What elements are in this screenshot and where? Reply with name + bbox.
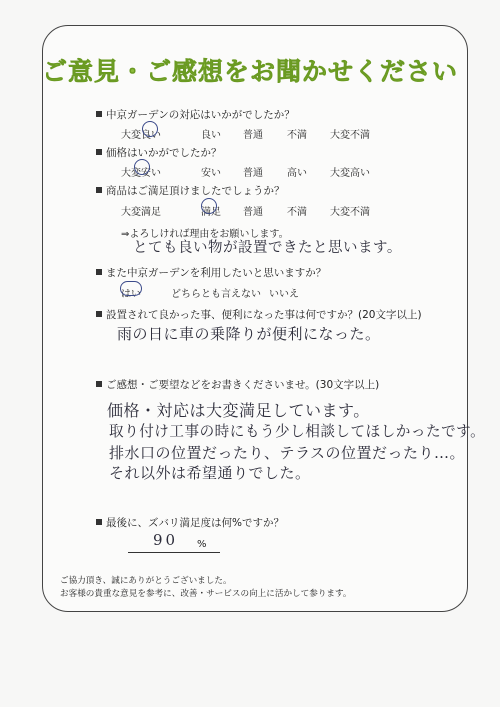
q3-selected-mark [201,198,217,214]
bullet-icon [96,269,102,275]
question-2 [96,145,222,160]
q2-option-1[interactable]: 大変安い [121,168,161,179]
percent-unit: % [197,539,207,550]
q1-option-5[interactable]: 大変不満 [330,130,370,141]
reason-answer[interactable]: とても良い物が設置できたと思います。 [133,240,402,256]
bullet-icon [96,187,102,193]
footer-thanks: ご協力頂き、誠にありがとうございました。 [60,576,232,586]
question-1-label: 中京ガーデンの対応はいかがでしたか？ [106,109,295,121]
q6-answer-line-2[interactable]: 取り付け工事の時にもう少し相談してほしかったです。 [109,423,486,440]
reason-prompt: ⇒よろしければ理由をお願いします。 [121,229,289,240]
q4-option-2[interactable]: どちらとも言えない [171,289,261,300]
footer-note: お客様の貴重な意見を参考に、改善・サービスの向上に活かして参ります。 [60,589,352,599]
q1-option-4[interactable]: 不満 [287,130,307,141]
q5-answer[interactable]: 雨の日に車の乗降りが便利になった。 [117,325,381,343]
question-5-label: 設置されて良かった事、便利になった事は何ですか？(20文字以上) [106,309,422,321]
page-title: ご意見・ご感想をお聞かせください [41,57,458,86]
q2-selected-mark [134,159,150,175]
question-6 [96,377,379,392]
question-1 [96,107,295,122]
q6-answer-line-1[interactable]: 価格・対応は大変満足しています。 [107,401,370,420]
q3-option-1[interactable]: 大変満足 [121,207,161,218]
q1-option-3[interactable]: 普通 [243,130,263,141]
question-7 [96,515,284,530]
q1-option-1[interactable]: 大変良い [121,130,161,141]
q2-option-5[interactable]: 大変高い [330,168,370,179]
q4-option-3[interactable]: いいえ [269,289,299,300]
q3-option-2[interactable]: 満足 [201,207,221,218]
q2-option-4[interactable]: 高い [287,168,307,179]
q3-option-3[interactable]: 普通 [243,207,263,218]
question-4-label: また中京ガーデンを利用したいと思いますか？ [106,267,327,279]
question-5 [96,307,422,322]
answer-underline [128,552,220,553]
bullet-icon [96,381,102,387]
q1-selected-mark [142,121,158,137]
q3-option-4[interactable]: 不満 [287,207,307,218]
question-7-label: 最後に、ズバリ満足度は何%ですか？ [106,517,284,529]
question-3-label: 商品はご満足頂けましたでしょうか？ [106,185,285,197]
q2-option-2[interactable]: 安い [201,168,221,179]
q3-option-5[interactable]: 大変不満 [330,207,370,218]
q2-option-3[interactable]: 普通 [243,168,263,179]
satisfaction-answer[interactable]: 90 [153,531,179,549]
bullet-icon [96,149,102,155]
q1-option-2[interactable]: 良い [201,130,221,141]
q4-option-1[interactable]: はい [121,289,141,300]
q6-answer-line-4[interactable]: それ以外は希望通りでした。 [109,464,311,482]
bullet-icon [96,519,102,525]
question-4 [96,265,326,280]
bullet-icon [96,111,102,117]
q4-selected-mark [120,281,142,296]
q6-answer-line-3[interactable]: 排水口の位置だったり、テラスの位置だったり…。 [109,444,466,462]
question-2-label: 価格はいかがでしたか？ [106,147,222,159]
question-3 [96,183,285,198]
bullet-icon [96,311,102,317]
question-6-label: ご感想・ご要望などをお書きくださいませ。(30文字以上) [106,379,380,391]
